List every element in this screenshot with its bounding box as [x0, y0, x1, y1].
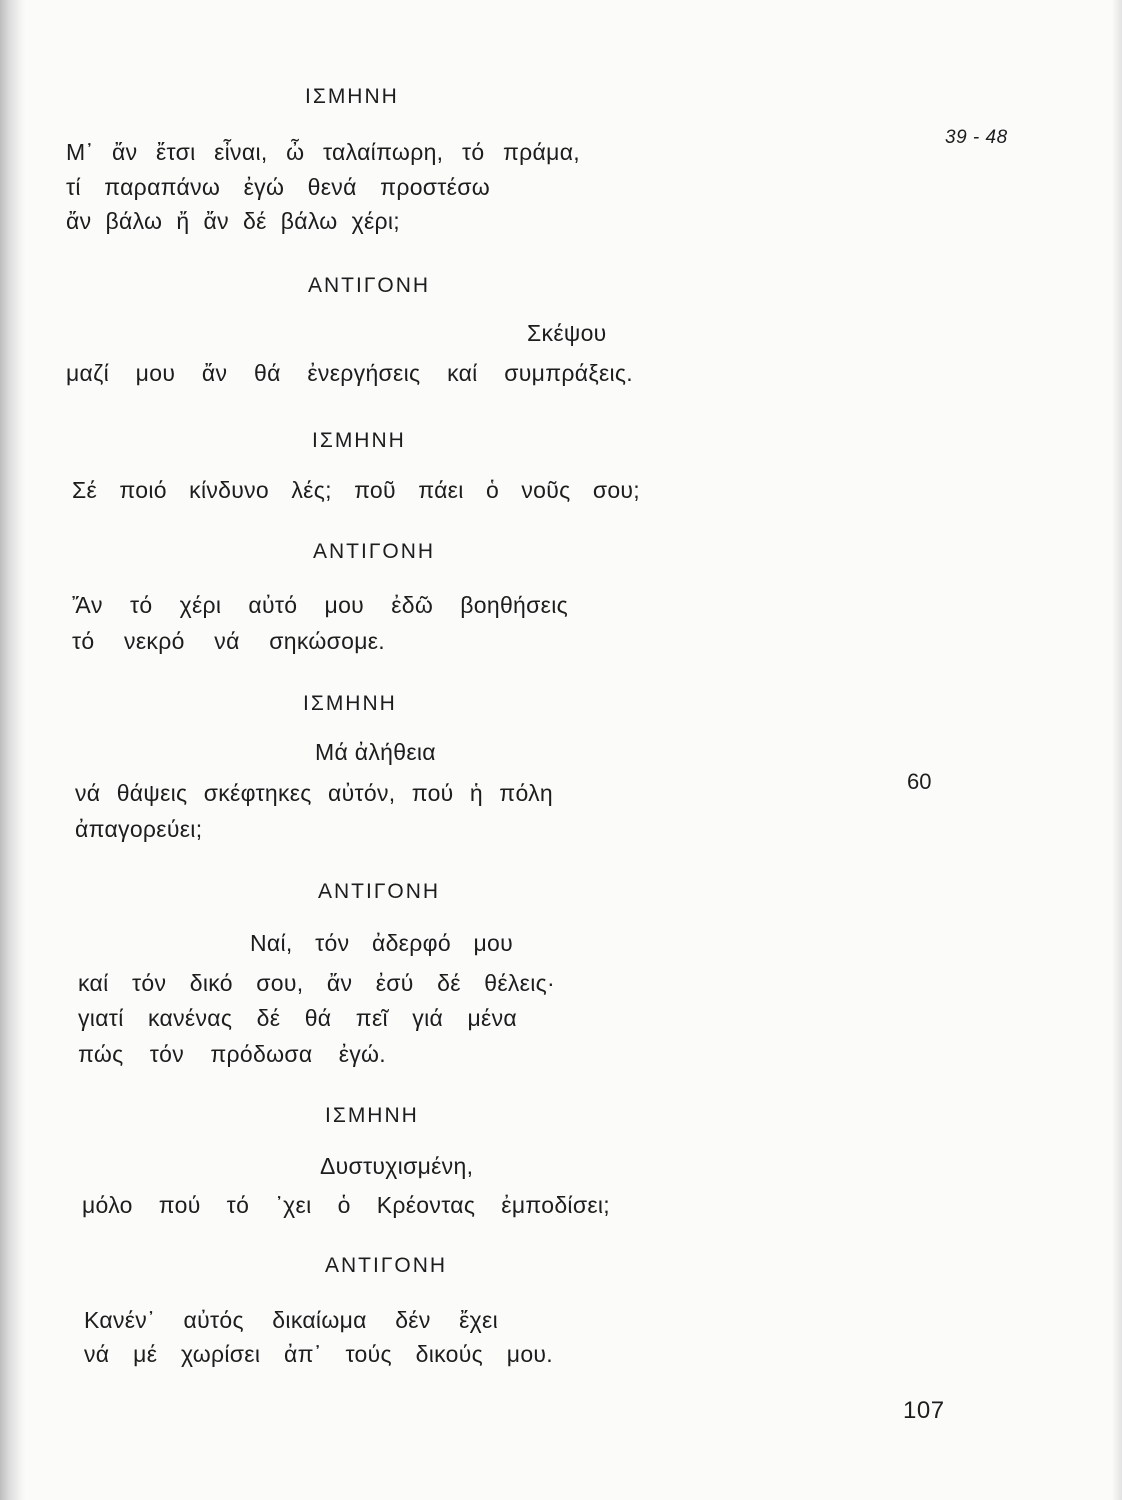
verse-line: τί παραπάνω ἐγώ θενά προστέσω — [66, 174, 490, 200]
speaker-heading: ΑΝΤΙΓΟΝΗ — [308, 274, 431, 297]
margin-reference: 39 - 48 — [945, 127, 1008, 148]
speaker-heading: ΙΣΜΗΝΗ — [305, 85, 399, 108]
verse-line: τό νεκρό νά σηκώσομε. — [72, 628, 385, 654]
verse-line: μαζί μου ἄν θά ἐνεργήσεις καί συμπράξεις. — [66, 360, 633, 386]
verse-line: Μ᾽ ἄν ἔτσι εἶναι, ὦ ταλαίπωρη, τό πράμα, — [66, 139, 580, 165]
page-edge-shadow — [0, 0, 26, 1500]
verse-line: Ἄν τό χέρι αὐτό μου ἐδῶ βοηθήσεις — [72, 592, 568, 618]
speaker-heading: ΙΣΜΗΝΗ — [303, 692, 397, 715]
verse-line: Σκέψου — [527, 320, 607, 346]
page-edge-shadow-right — [1112, 0, 1122, 1500]
page-number: 107 — [903, 1397, 945, 1424]
speaker-heading: ΑΝΤΙΓΟΝΗ — [325, 1254, 448, 1277]
verse-line: ἄν βάλω ἤ ἄν δέ βάλω χέρι; — [66, 208, 400, 234]
verse-line: γιατί κανένας δέ θά πεῖ γιά μένα — [78, 1005, 517, 1031]
verse-line: νά μέ χωρίσει ἀπ᾽ τούς δικούς μου. — [84, 1341, 553, 1367]
speaker-heading: ΙΣΜΗΝΗ — [325, 1104, 419, 1127]
verse-line: Κανέν᾽ αὐτός δικαίωμα δέν ἔχει — [84, 1307, 498, 1333]
speaker-heading: ΑΝΤΙΓΟΝΗ — [318, 880, 441, 903]
speaker-heading: ΙΣΜΗΝΗ — [312, 429, 406, 452]
verse-line: πώς τόν πρόδωσα ἐγώ. — [78, 1041, 386, 1067]
verse-line: νά θάψεις σκέφτηκες αὐτόν, πού ἡ πόλη — [75, 780, 553, 806]
verse-line: Ναί, τόν ἀδερφό μου — [250, 930, 513, 956]
line-number: 60 — [907, 769, 932, 794]
verse-line: Σέ ποιό κίνδυνο λές; ποῦ πάει ὁ νοῦς σου; — [72, 477, 640, 503]
speaker-heading: ΑΝΤΙΓΟΝΗ — [313, 540, 436, 563]
verse-line: Μά ἀλήθεια — [315, 739, 436, 765]
verse-line: ἀπαγορεύει; — [75, 816, 203, 842]
verse-line: Δυστυχισμένη, — [320, 1153, 474, 1179]
verse-line: καί τόν δικό σου, ἄν ἐσύ δέ θέλεις· — [78, 970, 555, 996]
verse-line: μόλο πού τό ᾽χει ὁ Κρέοντας ἐμποδίσει; — [82, 1192, 610, 1218]
